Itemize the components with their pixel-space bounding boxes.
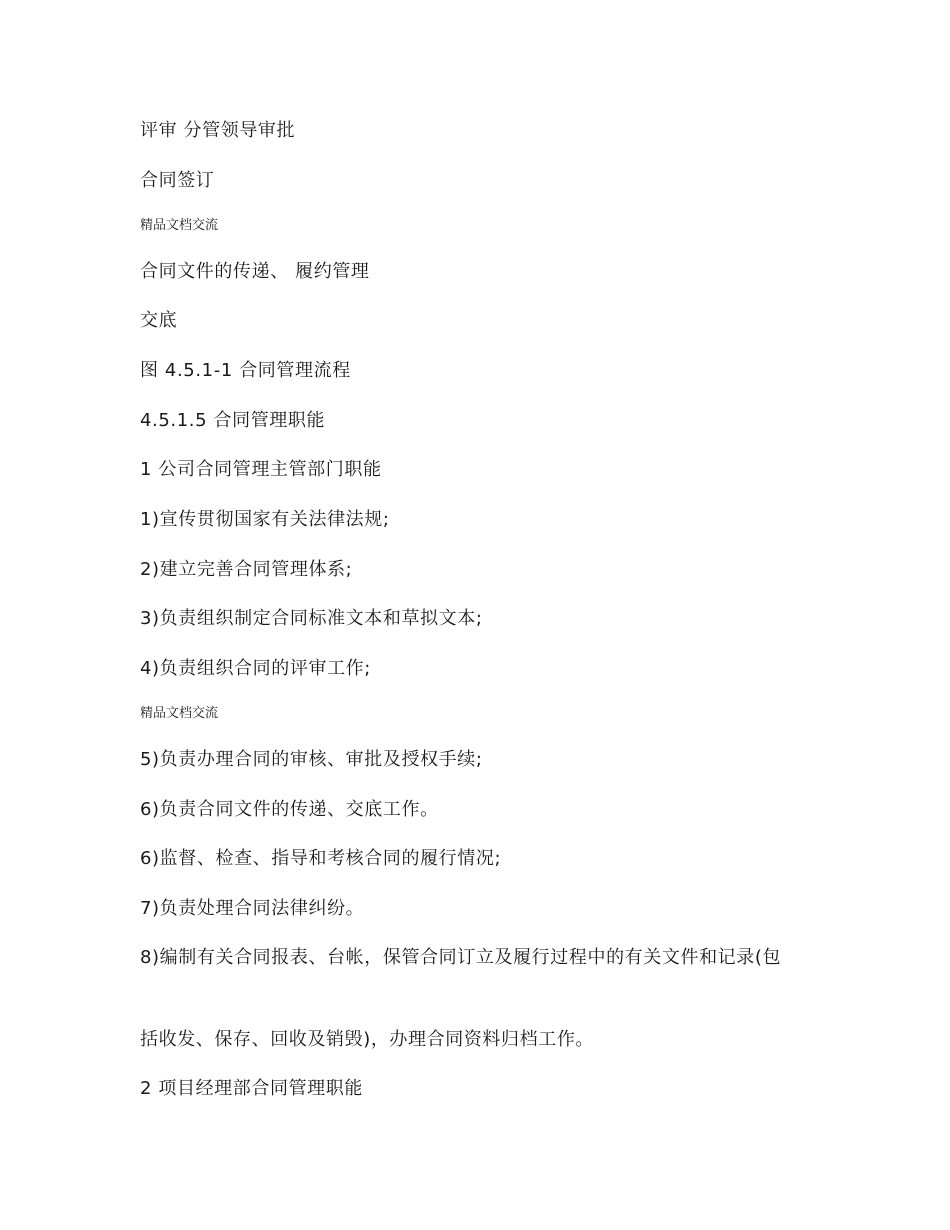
subsection-heading: 2 项目经理部合同管理职能 bbox=[140, 1078, 363, 1099]
flow-step-contract-signing: 合同签订 bbox=[140, 170, 215, 191]
subsection-heading: 1 公司合同管理主管部门职能 bbox=[140, 459, 382, 480]
flow-step-handover: 交底 bbox=[140, 310, 178, 331]
list-item: 3)负责组织制定合同标准文本和草拟文本; bbox=[140, 608, 483, 629]
figure-caption: 图 4.5.1-1 合同管理流程 bbox=[140, 360, 351, 381]
list-item: 7)负责处理合同法律纠纷。 bbox=[140, 898, 365, 919]
list-item-continuation: 括收发、保存、回收及销毁)，办理合同资料归档工作。 bbox=[140, 1029, 595, 1050]
watermark-text: 精品文档交流 bbox=[140, 218, 219, 233]
list-item: 1)宣传贯彻国家有关法律法规; bbox=[140, 509, 390, 530]
watermark-text: 精品文档交流 bbox=[140, 706, 219, 721]
flow-step-transfer-performance: 合同文件的传递、 履约管理 bbox=[140, 261, 370, 282]
list-item: 5)负责办理合同的审核、审批及授权手续; bbox=[140, 749, 483, 770]
list-item: 4)负责组织合同的评审工作; bbox=[140, 658, 371, 679]
list-item: 2)建立完善合同管理体系; bbox=[140, 559, 353, 580]
flow-step-review-approval: 评审 分管领导审批 bbox=[140, 120, 296, 141]
list-item: 8)编制有关合同报表、台帐，保管合同订立及履行过程中的有关文件和记录(包 bbox=[140, 947, 782, 968]
section-heading: 4.5.1.5 合同管理职能 bbox=[140, 410, 326, 431]
list-item: 6)负责合同文件的传递、交底工作。 bbox=[140, 799, 439, 820]
list-item: 6)监督、检查、指导和考核合同的履行情况; bbox=[140, 848, 502, 869]
